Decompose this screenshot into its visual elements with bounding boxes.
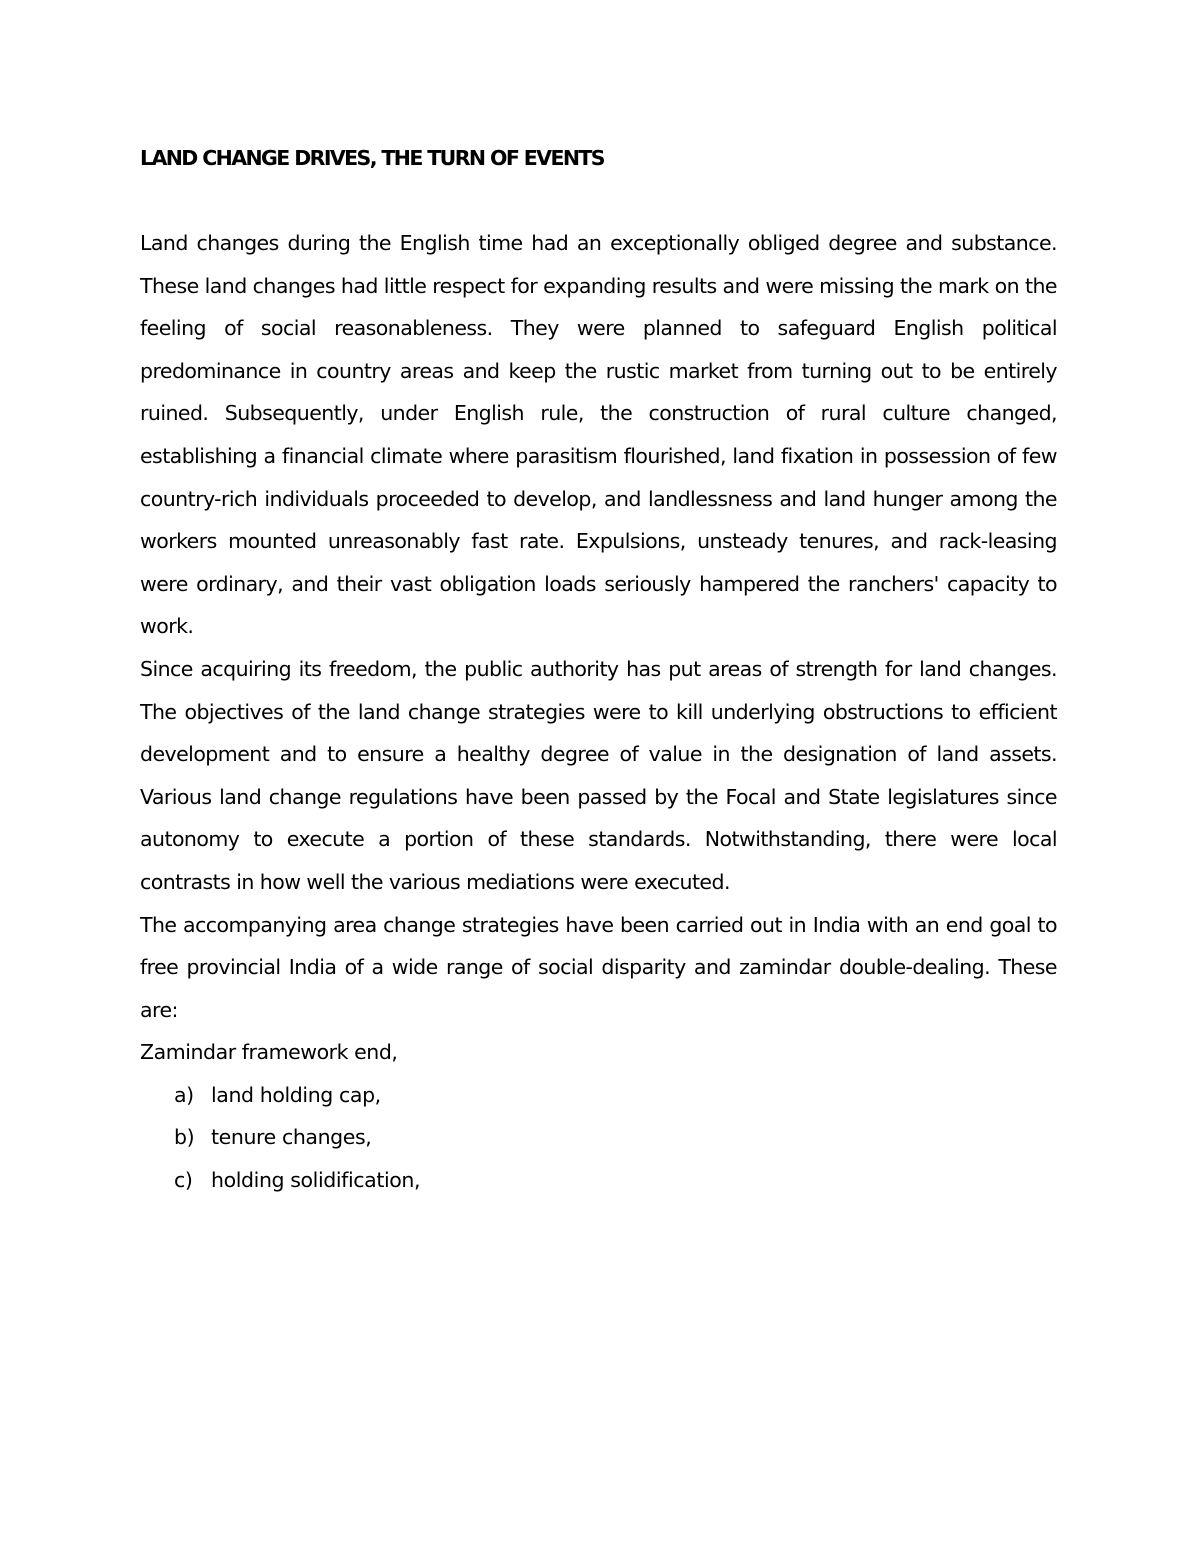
list-item-text: holding solidification,: [211, 1168, 421, 1193]
paragraph-post-independence-reforms: Since acquiring its freedom, the public authority has put areas of strength for land changes. The objectives of the land change strategies were to kill underlying obstructions to efficient development and to ensure a healthy degree of value in the designation of land assets. Various land change regulations have been passed by the Focal and State legislatures since autonomy to execute a portion of these standards. Notwithstanding, there were local contrasts in how well the various mediations were executed.: [140, 656, 1057, 894]
list-item: [140, 1074, 1057, 1117]
list-marker: b): [174, 1125, 195, 1150]
reform-list: [140, 1074, 1057, 1202]
list-intro: Zamindar framework end,: [140, 1040, 398, 1065]
title-spacer: [140, 174, 1057, 222]
list-item-text: tenure changes,: [211, 1125, 372, 1150]
list-item: [140, 1116, 1057, 1159]
list-item-text: land holding cap,: [211, 1082, 381, 1107]
document-title: LAND CHANGE DRIVES, THE TURN OF EVENTS: [140, 146, 604, 170]
list-item: [140, 1159, 1057, 1202]
paragraph-english-era-land-changes: Land changes during the English time had an exceptionally obliged degree and substance. These land changes had little respect for expanding results and were missing the mark on the feeling of social reasonableness. They were planned to safeguard English political predominance in country areas and keep the rustic market from turning out to be entirely ruined. Subsequently, under English rule, the construction of rural culture changed, establishing a financial climate where parasitism flourished, land fixation in possession of few country-rich individuals proceeded to develop, and landlessness and land hunger among the workers mounted unreasonably fast rate. Expulsions, unsteady tenures, and rack-leasing were ordinary, and their vast obligation loads seriously hampered the ranchers' capacity to work.: [140, 231, 1057, 639]
document-body: [140, 142, 1057, 1202]
list-marker: a): [174, 1082, 194, 1107]
paragraph-reform-strategies-intro: The accompanying area change strategies have been carried out in India with an end goal to free provincial India of a wide range of social disparity and zamindar double-dealing. These are:: [140, 912, 1057, 1022]
list-marker: c): [174, 1168, 193, 1193]
